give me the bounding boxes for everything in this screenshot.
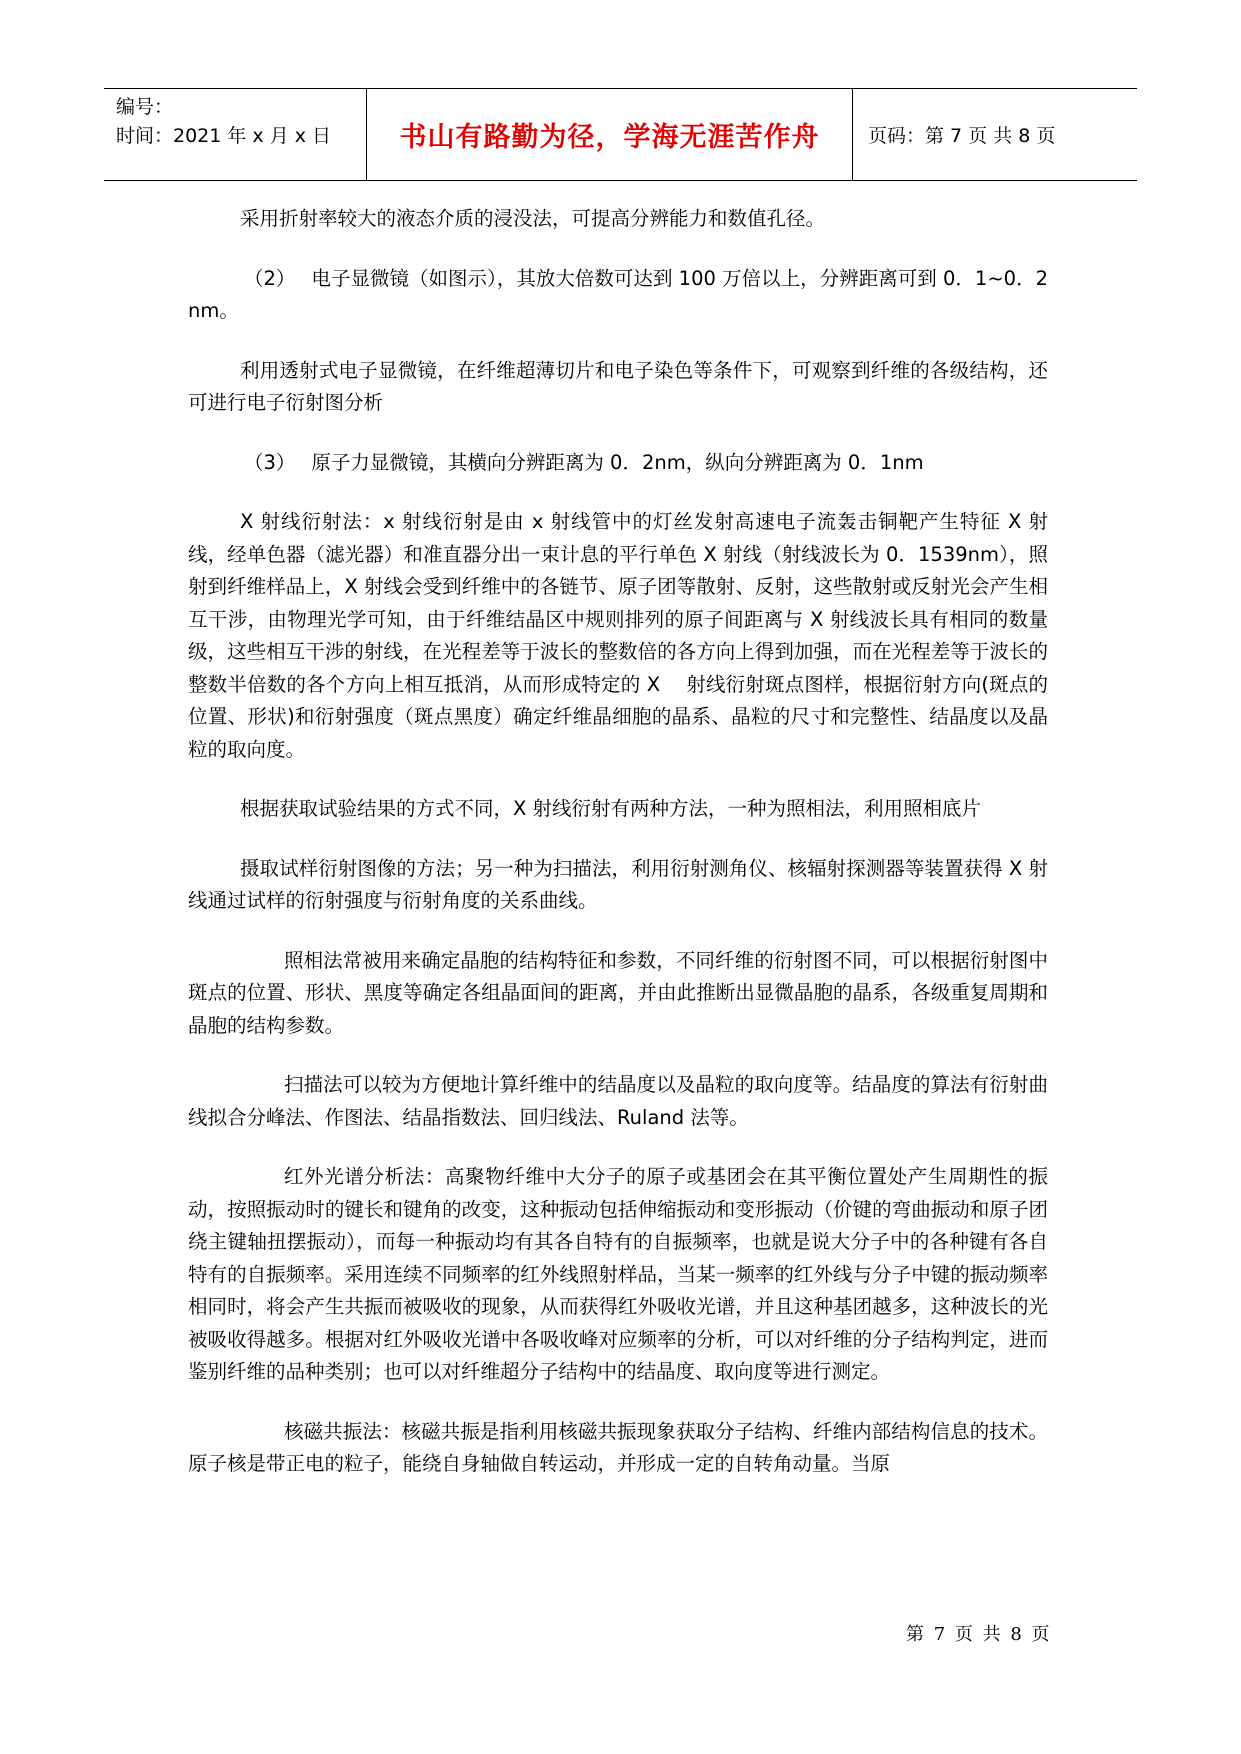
body-paragraph: 扫描法可以较为方便地计算纤维中的结晶度以及晶粒的取向度等。结晶度的算法有衍射曲线拟合分峰法、作图法、结晶指数法、回归线法、Ruland 法等。: [188, 1073, 1048, 1129]
body-paragraph: （3） 原子力显微镜，其横向分辨距离为 0．2nm，纵向分辨距离为 0．1nm: [244, 450, 924, 474]
body-paragraph: 根据获取试验结果的方式不同，X 射线衍射有两种方法，一种为照相法，利用照相底片: [240, 797, 982, 820]
document-time-label: 时间：2021 年 x 月 x 日: [116, 125, 332, 147]
document-body: [188, 203, 1048, 1508]
page-footer: 第 7 页 共 8 页: [906, 1624, 1052, 1645]
body-paragraph: 摄取试样衍射图像的方法；另一种为扫描法，利用衍射测角仪、核辐射探测器等装置获得 X 射线通过试样的衍射强度与衍射角度的关系曲线。: [188, 856, 1048, 912]
header-meta: [116, 93, 356, 151]
body-paragraph: X 射线衍射法：x 射线衍射是由 x 射线管中的灯丝发射高速电子流轰击铜靶产生特征 X 射线，经单色器（滤光器）和准直器分出一束计息的平行单色 X 射线（射线波长为 0．1539nm），照射到纤维样品上，X 射线会受到纤维中的各链节、原子团等散射、反射，这些散射或反射光会产生相互干涉，由物理光学可知，由于纤维结晶区中规则排列的原子间距离与 X 射线波长具有相同的数量级，这些相互干涉的射线，在光程差等于波长的整数倍的各方向上得到加强，而在光程差等于波长的整数半倍数的各个方向上相互抵消，从而形成特定的 X 射线衍射斑点图样，根据衍射方向(斑点的位置、形状)和衍射强度（斑点黑度）确定纤维晶细胞的晶系、晶粒的尺寸和完整性、结晶度以及晶粒的取向度。: [188, 510, 1048, 761]
body-paragraph: 核磁共振法：核磁共振是指利用核磁共振现象获取分子结构、纤维内部结构信息的技术。原子核是带正电的粒子，能绕自身轴做自转运动，并形成一定的自转角动量。当原: [188, 1419, 1048, 1475]
body-paragraph: 红外光谱分析法：高聚物纤维中大分子的原子或基团会在其平衡位置处产生周期性的振动，按照振动时的键长和键角的改变，这种振动包括伸缩振动和变形振动（价键的弯曲振动和原子团绕主键轴扭摆振动），而每一种振动均有其各自特有的自振频率，也就是说大分子中的各种键有各自特有的自振频率。采用连续不同频率的红外线照射样品，当某一频率的红外线与分子中键的振动频率相同时，将会产生共振而被吸收的现象，从而获得红外吸收光谱，并且这种基团越多，这种波长的光被吸收得越多。根据对红外吸收光谱中各吸收峰对应频率的分析，可以对纤维的分子结构判定，进而鉴别纤维的品种类别；也可以对纤维超分子结构中的结晶度、取向度等进行测定。: [188, 1165, 1048, 1383]
header-page-info: 页码：第 7 页 共 8 页: [868, 124, 1056, 147]
body-paragraph: 照相法常被用来确定晶胞的结构特征和参数，不同纤维的衍射图不同，可以根据衍射图中斑点的位置、形状、黑度等确定各组晶面间的距离，并由此推断出显微晶胞的晶系，各级重复周期和晶胞的结构参数。: [188, 948, 1048, 1037]
header-motto: 书山有路勤为径，学海无涯苦作舟: [399, 121, 820, 153]
header-divider: [852, 89, 853, 180]
document-header: [104, 88, 1137, 181]
body-paragraph: 利用透射式电子显微镜，在纤维超薄切片和电子染色等条件下，可观察到纤维的各级结构，还可进行电子衍射图分析: [188, 358, 1048, 414]
body-paragraph: （2） 电子显微镜（如图示），其放大倍数可达到 100 万倍以上，分辨距离可到 0．1~0．2nm。: [188, 266, 1048, 322]
document-number-label: 编号：: [116, 96, 174, 118]
body-paragraph: 采用折射率较大的液态介质的浸没法，可提高分辨能力和数值孔径。: [240, 207, 826, 230]
